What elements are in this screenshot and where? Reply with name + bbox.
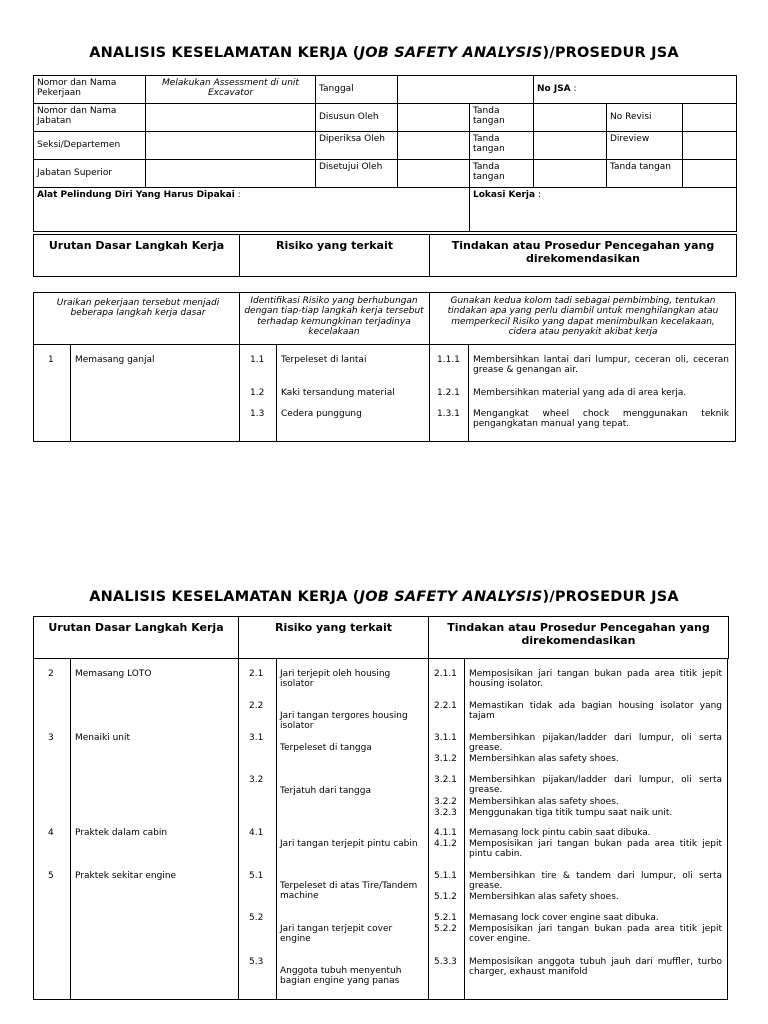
risk-5-3-text: Anggota tubuh menyentuh bagian engine yang panas <box>280 966 402 987</box>
risk-4-1-text: Jari tangan terjepit pintu cabin <box>280 839 418 849</box>
risk-3-2-text: Terjatuh dari tangga <box>280 786 371 796</box>
action-3-2-3-no: 3.2.3 <box>434 808 457 818</box>
nama-pekerjaan-value: Melakukan Assessment di unit Excavator <box>146 76 316 104</box>
action-5-2-2-no: 5.2.2 <box>434 924 457 934</box>
lokasi-field[interactable]: Lokasi Kerja : <box>470 188 737 232</box>
action-3-1-2-text: Membersihkan alas safety shoes. <box>469 754 619 764</box>
risk-1-2-text: Kaki tersandung material <box>281 388 395 398</box>
header-tindakan: Tindakan atau Prosedur Pencegahan yang direkomendasikan <box>430 235 737 277</box>
step-5-no: 5 <box>48 871 54 881</box>
risk-2-1-no: 2.1 <box>249 669 264 679</box>
tanggal-value[interactable] <box>398 76 534 104</box>
action-5-3-3-text: Memposisikan anggota tubuh jauh dari muffler, turbo charger, exhaust manifold <box>469 957 722 978</box>
step-2-no: 2 <box>48 669 54 679</box>
risk-5-2-no: 5.2 <box>249 913 264 923</box>
tanda-tangan-value-3[interactable] <box>534 160 607 188</box>
risk-1-2-no: 1.2 <box>250 388 265 398</box>
disetujui-label: Disetujui Oleh <box>316 160 398 188</box>
action-1-1-1-text: Membersihkan lantai dari lumpur, ceceran oli, ceceran grease & genangan air. <box>473 355 729 376</box>
tanda-tangan-value-4[interactable] <box>683 160 737 188</box>
action-3-2-1-no: 3.2.1 <box>434 775 457 785</box>
action-1-2-1-text: Membersihkan material yang ada di area kerja. <box>473 388 687 398</box>
disusun-label: Disusun Oleh <box>316 104 398 132</box>
action-2-2-1-text: Memastikan tidak ada bagian housing isolator yang tajam <box>469 701 722 722</box>
direview-label: Direview <box>607 132 683 160</box>
instruction-langkah: Uraikan pekerjaan tersebut menjadi beberapa langkah kerja dasar <box>56 298 220 319</box>
action-3-2-2-no: 3.2.2 <box>434 797 457 807</box>
disusun-value[interactable] <box>398 104 470 132</box>
instruction-tindakan: Gunakan kedua kolom tadi sebagai pembimbing, tentukan tindakan apa yang perlu diambil untuk menghilangkan atau memperkecil Risiko yang dapat menimbulkan kecelakaan, cidera atau penyakit akibat kerja <box>447 296 719 338</box>
risk-5-1-text: Terpeleset di atas Tire/Tandem machine <box>280 881 418 902</box>
seksi-value[interactable] <box>146 132 316 160</box>
risk-1-1-no: 1.1 <box>250 355 265 365</box>
seksi-label: Seksi/Departemen <box>34 132 146 160</box>
risk-1-1-text: Terpeleset di lantai <box>281 355 367 365</box>
instruction-risiko: Identifikasi Risiko yang berhubungan dengan tiap-tiap langkah kerja tersebut terhadap kemungkinan terjadinya kecelakaan <box>244 296 424 338</box>
step-1-name: Memasang ganjal <box>75 355 155 365</box>
tanda-tangan-label-3: Tanda tangan <box>470 160 534 188</box>
action-5-2-1-no: 5.2.1 <box>434 913 457 923</box>
action-1-3-1-no: 1.3.1 <box>437 409 460 419</box>
step-4-no: 4 <box>48 828 54 838</box>
risk-2-2-no: 2.2 <box>249 701 264 711</box>
action-4-1-2-text: Memposisikan jari tangan bukan pada area titik jepit pintu cabin. <box>469 839 722 860</box>
diperiksa-value[interactable] <box>398 132 470 160</box>
diperiksa-label: Diperiksa Oleh <box>316 132 398 160</box>
risk-1-3-no: 1.3 <box>250 409 265 419</box>
action-3-1-1-text: Membersihkan pijakan/ladder dari lumpur, oli serta grease. <box>469 733 722 754</box>
direview-value[interactable] <box>683 132 737 160</box>
risk-2-1-text: Jari terjepit oleh housing isolator <box>280 669 391 690</box>
action-3-2-1-text: Membersihkan pijakan/ladder dari lumpur, oli serta grease. <box>469 775 722 796</box>
risk-4-1-no: 4.1 <box>249 828 264 838</box>
action-5-1-1-text: Membersihkan tire & tandem dari lumpur, oli serta grease. <box>469 871 722 892</box>
step-5-name: Praktek sekitar engine <box>75 871 177 881</box>
jabatan-superior-label: Jabatan Superior <box>34 160 146 188</box>
action-5-2-2-text: Memposisikan jari tangan bukan pada area titik jepit cover engine. <box>469 924 722 945</box>
action-3-1-2-no: 3.1.2 <box>434 754 457 764</box>
tanda-tangan-value-2[interactable] <box>534 132 607 160</box>
header2-tindakan: Tindakan atau Prosedur Pencegahan yang direkomendasikan <box>429 617 729 659</box>
action-2-2-1-no: 2.2.1 <box>434 701 457 711</box>
nama-pekerjaan-label: Nomor dan Nama Pekerjaan <box>34 76 146 104</box>
tanda-tangan-label-1: Tanda tangan <box>470 104 534 132</box>
action-4-1-2-no: 4.1.2 <box>434 839 457 849</box>
jabatan-value[interactable] <box>146 104 316 132</box>
info-form <box>33 75 737 232</box>
risk-5-1-no: 5.1 <box>249 871 264 881</box>
risk-2-2-text: Jari tangan tergores housing isolator <box>280 711 408 732</box>
action-5-1-1-no: 5.1.1 <box>434 871 457 881</box>
header-langkah: Urutan Dasar Langkah Kerja <box>34 235 240 277</box>
page2-title: ANALISIS KESELAMATAN KERJA (JOB SAFETY ANALYSIS)/PROSEDUR JSA <box>89 589 679 605</box>
action-1-1-1-no: 1.1.1 <box>437 355 460 365</box>
risk-5-2-text: Jari tangan terjepit cover engine <box>280 924 393 945</box>
risk-3-1-text: Terpeleset di tangga <box>280 743 372 753</box>
tanda-tangan-value-1[interactable] <box>534 104 607 132</box>
disetujui-value[interactable] <box>398 160 470 188</box>
step-1-no: 1 <box>48 355 54 365</box>
header2-risiko: Risiko yang terkait <box>239 617 429 659</box>
tanda-tangan-label-4: Tanda tangan <box>607 160 683 188</box>
step-3-no: 3 <box>48 733 54 743</box>
action-5-2-1-text: Memasang lock cover engine saat dibuka. <box>469 913 659 923</box>
action-1-2-1-no: 1.2.1 <box>437 388 460 398</box>
jabatan-label: Nomor dan Nama Jabatan <box>34 104 146 132</box>
action-1-3-1-text: Mengangkat wheel chock menggunakan teknik pengangkatan manual yang tepat. <box>473 409 729 430</box>
action-5-3-3-no: 5.3.3 <box>434 957 457 967</box>
page1-column-header <box>33 234 737 277</box>
step-2-name: Memasang LOTO <box>75 669 152 679</box>
header-risiko: Risiko yang terkait <box>240 235 430 277</box>
header2-langkah: Urutan Dasar Langkah Kerja <box>34 617 239 659</box>
page1-title: ANALISIS KESELAMATAN KERJA (JOB SAFETY ANALYSIS)/PROSEDUR JSA <box>89 45 679 61</box>
tanggal-label: Tanggal <box>316 76 398 104</box>
step-3-name: Menaiki unit <box>75 733 131 743</box>
action-5-1-2-text: Membersihkan alas safety shoes. <box>469 892 619 902</box>
risk-3-2-no: 3.2 <box>249 775 264 785</box>
apd-field[interactable]: Alat Pelindung Diri Yang Harus Dipakai : <box>34 188 470 232</box>
tanda-tangan-label-2: Tanda tangan <box>470 132 534 160</box>
risk-5-3-no: 5.3 <box>249 957 264 967</box>
action-3-1-1-no: 3.1.1 <box>434 733 457 743</box>
risk-1-3-text: Cedera punggung <box>281 409 362 419</box>
action-2-1-1-no: 2.1.1 <box>434 669 457 679</box>
action-3-2-3-text: Menggunakan tiga titik tumpu saat naik unit. <box>469 808 673 818</box>
action-4-1-1-no: 4.1.1 <box>434 828 457 838</box>
no-revisi-value[interactable] <box>683 104 737 132</box>
page2-column-header <box>33 616 729 659</box>
action-4-1-1-text: Memasang lock pintu cabin saat dibuka. <box>469 828 651 838</box>
action-5-1-2-no: 5.1.2 <box>434 892 457 902</box>
no-jsa-field[interactable]: No JSA : <box>534 76 737 104</box>
action-3-2-2-text: Membersihkan alas safety shoes. <box>469 797 619 807</box>
no-revisi-label: No Revisi <box>607 104 683 132</box>
risk-3-1-no: 3.1 <box>249 733 264 743</box>
instruction-divider <box>33 344 736 345</box>
action-2-1-1-text: Memposisikan jari tangan bukan pada area titik jepit housing isolator. <box>469 669 722 690</box>
jabatan-superior-value[interactable] <box>146 160 316 188</box>
step-4-name: Praktek dalam cabin <box>75 828 168 838</box>
